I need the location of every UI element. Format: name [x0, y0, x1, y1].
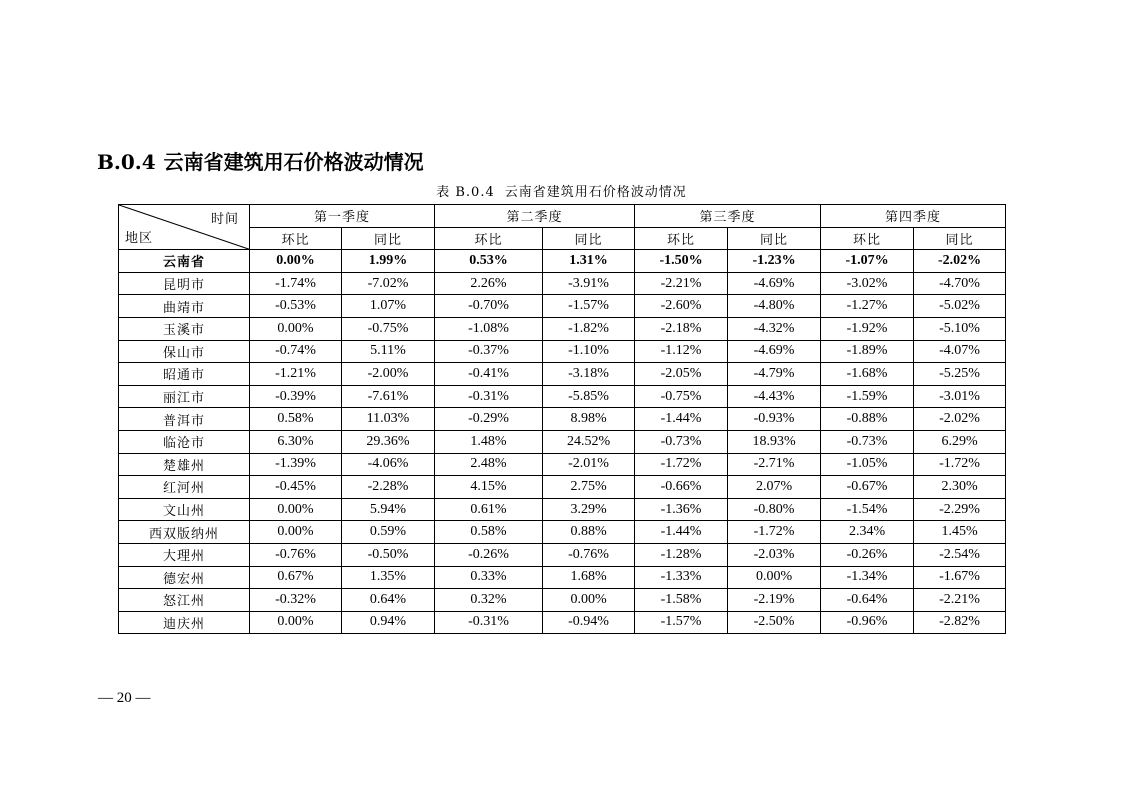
- value-cell: -0.96%: [821, 611, 914, 634]
- value-cell: -2.01%: [543, 453, 635, 476]
- value-cell: -2.02%: [914, 250, 1006, 273]
- value-cell: 0.61%: [435, 498, 543, 521]
- value-cell: -1.44%: [635, 521, 728, 544]
- quarter-header: 第一季度: [250, 205, 435, 228]
- value-cell: -1.82%: [543, 317, 635, 340]
- value-cell: -1.28%: [635, 543, 728, 566]
- value-cell: -1.10%: [543, 340, 635, 363]
- table-row: [119, 543, 1006, 566]
- value-cell: -2.19%: [728, 589, 821, 612]
- sub-header: 环比: [435, 227, 543, 250]
- value-cell: 1.45%: [914, 521, 1006, 544]
- sub-header: 环比: [250, 227, 342, 250]
- value-cell: -0.73%: [821, 430, 914, 453]
- value-cell: -1.50%: [635, 250, 728, 273]
- value-cell: -1.07%: [821, 250, 914, 273]
- value-cell: -2.00%: [342, 363, 435, 386]
- value-cell: -3.01%: [914, 385, 1006, 408]
- value-cell: -1.36%: [635, 498, 728, 521]
- value-cell: 0.00%: [728, 566, 821, 589]
- value-cell: -0.74%: [250, 340, 342, 363]
- value-cell: -4.07%: [914, 340, 1006, 363]
- region-cell: 楚雄州: [119, 453, 250, 476]
- value-cell: 0.94%: [342, 611, 435, 634]
- value-cell: -0.32%: [250, 589, 342, 612]
- value-cell: 2.26%: [435, 272, 543, 295]
- value-cell: 24.52%: [543, 430, 635, 453]
- value-cell: -1.27%: [821, 295, 914, 318]
- value-cell: 0.58%: [250, 408, 342, 431]
- value-cell: -1.72%: [728, 521, 821, 544]
- region-cell: 昆明市: [119, 272, 250, 295]
- value-cell: -1.39%: [250, 453, 342, 476]
- value-cell: -2.21%: [635, 272, 728, 295]
- value-cell: -4.80%: [728, 295, 821, 318]
- sub-header: 同比: [728, 227, 821, 250]
- table-row: [119, 476, 1006, 499]
- section-number: B.0.4: [97, 150, 156, 174]
- value-cell: 5.94%: [342, 498, 435, 521]
- value-cell: -2.03%: [728, 543, 821, 566]
- value-cell: -0.37%: [435, 340, 543, 363]
- value-cell: -1.67%: [914, 566, 1006, 589]
- region-cell: 文山州: [119, 498, 250, 521]
- value-cell: -1.08%: [435, 317, 543, 340]
- value-cell: 2.48%: [435, 453, 543, 476]
- value-cell: -1.68%: [821, 363, 914, 386]
- value-cell: -0.73%: [635, 430, 728, 453]
- value-cell: -1.72%: [635, 453, 728, 476]
- value-cell: -1.74%: [250, 272, 342, 295]
- sub-header: 同比: [543, 227, 635, 250]
- table-row: [119, 453, 1006, 476]
- caption-text: 云南省建筑用石价格波动情况: [504, 185, 687, 200]
- value-cell: -0.75%: [635, 385, 728, 408]
- region-cell: 迪庆州: [119, 611, 250, 634]
- value-cell: 0.00%: [543, 589, 635, 612]
- value-cell: -0.41%: [435, 363, 543, 386]
- table-row: [119, 430, 1006, 453]
- value-cell: 2.07%: [728, 476, 821, 499]
- value-cell: -1.57%: [543, 295, 635, 318]
- value-cell: -2.50%: [728, 611, 821, 634]
- value-cell: 0.00%: [250, 317, 342, 340]
- value-cell: 1.35%: [342, 566, 435, 589]
- value-cell: -1.58%: [635, 589, 728, 612]
- value-cell: -1.72%: [914, 453, 1006, 476]
- value-cell: -0.39%: [250, 385, 342, 408]
- value-cell: -0.50%: [342, 543, 435, 566]
- region-cell: 丽江市: [119, 385, 250, 408]
- caption-prefix: 表 B.0.4: [436, 185, 495, 200]
- value-cell: 5.11%: [342, 340, 435, 363]
- value-cell: -0.80%: [728, 498, 821, 521]
- region-cell: 云南省: [119, 250, 250, 273]
- value-cell: -2.28%: [342, 476, 435, 499]
- region-cell: 保山市: [119, 340, 250, 363]
- value-cell: -2.18%: [635, 317, 728, 340]
- value-cell: -1.54%: [821, 498, 914, 521]
- table-row: [119, 295, 1006, 318]
- corner-header: [119, 205, 250, 250]
- value-cell: -7.02%: [342, 272, 435, 295]
- value-cell: 0.00%: [250, 498, 342, 521]
- value-cell: -0.31%: [435, 385, 543, 408]
- value-cell: -0.70%: [435, 295, 543, 318]
- value-cell: 0.67%: [250, 566, 342, 589]
- value-cell: -0.93%: [728, 408, 821, 431]
- price-fluctuation-table: [118, 204, 1006, 634]
- region-cell: 怒江州: [119, 589, 250, 612]
- value-cell: -5.25%: [914, 363, 1006, 386]
- value-cell: -1.23%: [728, 250, 821, 273]
- value-cell: 8.98%: [543, 408, 635, 431]
- region-cell: 大理州: [119, 543, 250, 566]
- value-cell: -1.05%: [821, 453, 914, 476]
- region-cell: 曲靖市: [119, 295, 250, 318]
- region-cell: 红河州: [119, 476, 250, 499]
- value-cell: 18.93%: [728, 430, 821, 453]
- value-cell: -0.66%: [635, 476, 728, 499]
- value-cell: 1.31%: [543, 250, 635, 273]
- value-cell: -5.10%: [914, 317, 1006, 340]
- value-cell: 0.59%: [342, 521, 435, 544]
- table-row: [119, 340, 1006, 363]
- value-cell: 1.48%: [435, 430, 543, 453]
- value-cell: -1.44%: [635, 408, 728, 431]
- sub-header: 同比: [342, 227, 435, 250]
- value-cell: 1.68%: [543, 566, 635, 589]
- value-cell: -0.45%: [250, 476, 342, 499]
- value-cell: -3.18%: [543, 363, 635, 386]
- value-cell: 0.00%: [250, 611, 342, 634]
- value-cell: 0.00%: [250, 250, 342, 273]
- value-cell: -0.53%: [250, 295, 342, 318]
- value-cell: -1.12%: [635, 340, 728, 363]
- corner-region-label: 地区: [125, 231, 154, 247]
- table-row: [119, 611, 1006, 634]
- value-cell: -3.02%: [821, 272, 914, 295]
- value-cell: -1.33%: [635, 566, 728, 589]
- table-row: [119, 250, 1006, 273]
- table-row: [119, 317, 1006, 340]
- value-cell: 0.33%: [435, 566, 543, 589]
- value-cell: 0.64%: [342, 589, 435, 612]
- quarter-header: 第三季度: [635, 205, 821, 228]
- region-cell: 西双版纳州: [119, 521, 250, 544]
- value-cell: -2.05%: [635, 363, 728, 386]
- value-cell: -1.89%: [821, 340, 914, 363]
- section-heading: 云南省建筑用石价格波动情况: [163, 150, 424, 174]
- quarter-header: 第四季度: [821, 205, 1006, 228]
- value-cell: 0.58%: [435, 521, 543, 544]
- value-cell: 6.30%: [250, 430, 342, 453]
- sub-header: 环比: [821, 227, 914, 250]
- table-row: [119, 363, 1006, 386]
- region-cell: 玉溪市: [119, 317, 250, 340]
- value-cell: -2.71%: [728, 453, 821, 476]
- value-cell: -0.75%: [342, 317, 435, 340]
- value-cell: -4.43%: [728, 385, 821, 408]
- value-cell: 2.30%: [914, 476, 1006, 499]
- value-cell: -4.79%: [728, 363, 821, 386]
- value-cell: -0.26%: [821, 543, 914, 566]
- value-cell: -5.02%: [914, 295, 1006, 318]
- table-row: [119, 589, 1006, 612]
- value-cell: -0.88%: [821, 408, 914, 431]
- table-caption: [118, 184, 1005, 202]
- table-row: [119, 498, 1006, 521]
- region-cell: 临沧市: [119, 430, 250, 453]
- value-cell: -1.57%: [635, 611, 728, 634]
- value-cell: 2.75%: [543, 476, 635, 499]
- table-body: [119, 250, 1006, 634]
- value-cell: -1.59%: [821, 385, 914, 408]
- value-cell: -2.02%: [914, 408, 1006, 431]
- value-cell: 6.29%: [914, 430, 1006, 453]
- value-cell: -1.92%: [821, 317, 914, 340]
- table-row: [119, 408, 1006, 431]
- value-cell: -0.76%: [250, 543, 342, 566]
- table-row: [119, 521, 1006, 544]
- region-cell: 普洱市: [119, 408, 250, 431]
- value-cell: -2.82%: [914, 611, 1006, 634]
- value-cell: -4.06%: [342, 453, 435, 476]
- value-cell: 2.34%: [821, 521, 914, 544]
- value-cell: -2.60%: [635, 295, 728, 318]
- value-cell: 1.99%: [342, 250, 435, 273]
- corner-time-label: 时间: [210, 212, 239, 227]
- value-cell: 11.03%: [342, 408, 435, 431]
- region-cell: 昭通市: [119, 363, 250, 386]
- value-cell: -0.26%: [435, 543, 543, 566]
- table-row: [119, 566, 1006, 589]
- table-row: [119, 385, 1006, 408]
- value-cell: 3.29%: [543, 498, 635, 521]
- value-cell: -4.69%: [728, 340, 821, 363]
- region-cell: 德宏州: [119, 566, 250, 589]
- value-cell: -0.76%: [543, 543, 635, 566]
- value-cell: -5.85%: [543, 385, 635, 408]
- value-cell: -1.21%: [250, 363, 342, 386]
- value-cell: -0.29%: [435, 408, 543, 431]
- value-cell: 0.53%: [435, 250, 543, 273]
- value-cell: -0.31%: [435, 611, 543, 634]
- value-cell: -4.70%: [914, 272, 1006, 295]
- value-cell: -7.61%: [342, 385, 435, 408]
- value-cell: -0.67%: [821, 476, 914, 499]
- value-cell: 4.15%: [435, 476, 543, 499]
- value-cell: 0.00%: [250, 521, 342, 544]
- section-title: [97, 148, 424, 176]
- quarter-header: 第二季度: [435, 205, 635, 228]
- value-cell: -2.29%: [914, 498, 1006, 521]
- sub-header: 环比: [635, 227, 728, 250]
- table-row: [119, 272, 1006, 295]
- value-cell: -4.32%: [728, 317, 821, 340]
- value-cell: -0.94%: [543, 611, 635, 634]
- value-cell: 0.88%: [543, 521, 635, 544]
- value-cell: -1.34%: [821, 566, 914, 589]
- value-cell: -2.21%: [914, 589, 1006, 612]
- value-cell: 1.07%: [342, 295, 435, 318]
- value-cell: 0.32%: [435, 589, 543, 612]
- sub-header: 同比: [914, 227, 1006, 250]
- value-cell: -2.54%: [914, 543, 1006, 566]
- value-cell: -3.91%: [543, 272, 635, 295]
- value-cell: 29.36%: [342, 430, 435, 453]
- page-number: — 20 —: [98, 690, 151, 706]
- value-cell: -0.64%: [821, 589, 914, 612]
- value-cell: -4.69%: [728, 272, 821, 295]
